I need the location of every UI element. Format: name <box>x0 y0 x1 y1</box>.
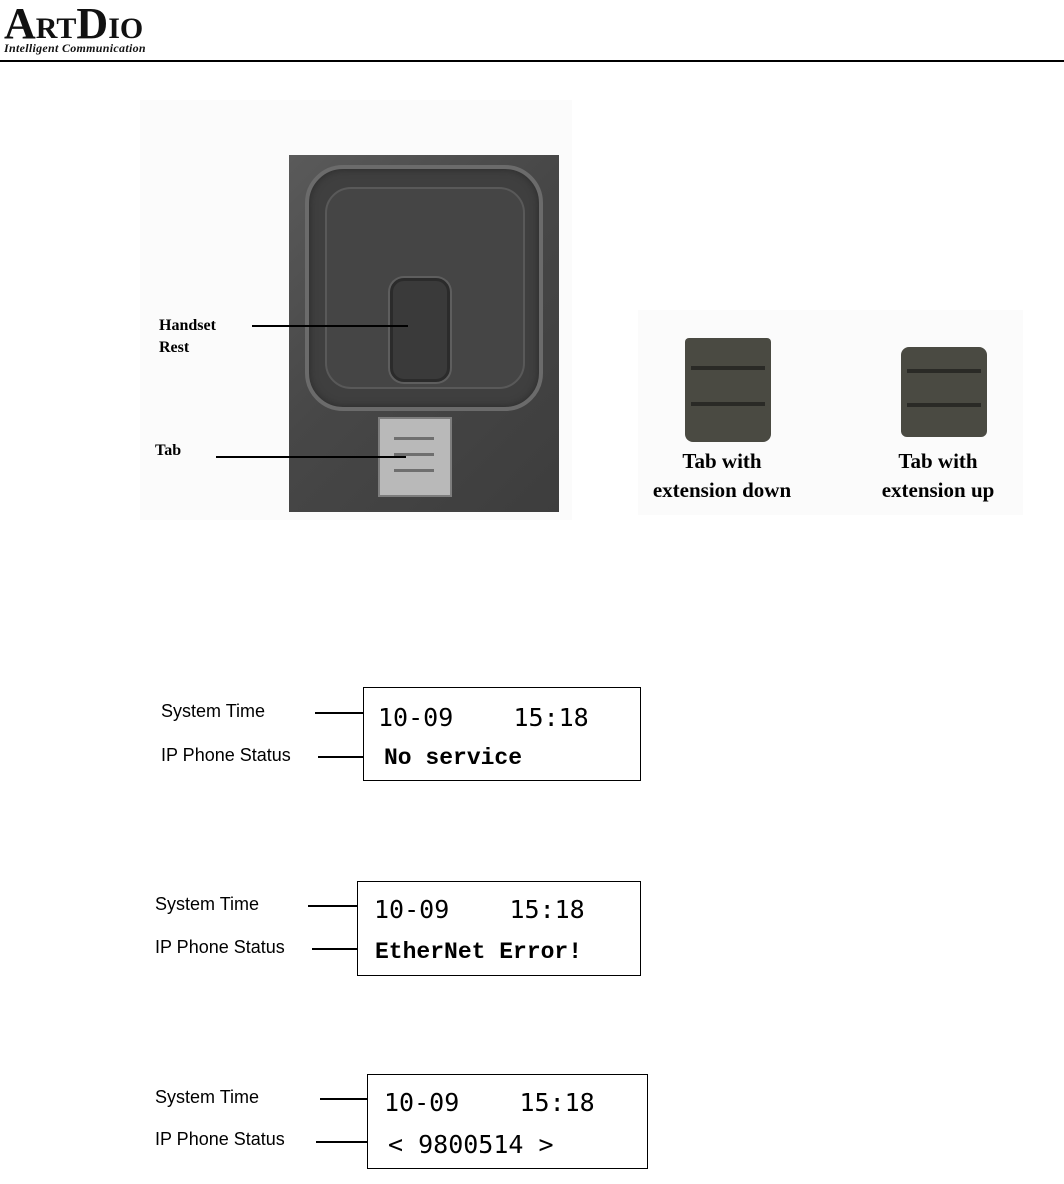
caption-line: Tab with <box>682 449 762 473</box>
handset-rest-photo <box>289 155 559 512</box>
caption-line: Tab with <box>898 449 978 473</box>
tab-extension-down-photo <box>685 338 771 442</box>
tab-stripe <box>907 403 981 407</box>
tab-extension-down-caption <box>622 447 822 505</box>
lcd-display-ethernet-error <box>357 881 641 976</box>
lcd-display-no-service <box>363 687 641 781</box>
handset-rest-label <box>159 315 216 359</box>
lcd-time-readout: 10-09 15:18 <box>378 703 589 732</box>
tab-leader-line <box>216 456 406 458</box>
lcd-time-readout: 10-09 15:18 <box>374 895 585 924</box>
lcd-status-readout: EtherNet Error! <box>375 939 583 965</box>
ip-phone-status-label: IP Phone Status <box>161 745 291 765</box>
artdio-logo <box>4 2 143 46</box>
handset-rest-label-line2: Rest <box>159 339 190 356</box>
logo-letters-io: IO <box>108 12 144 45</box>
handset-rest-label-line1: Handset <box>159 317 216 334</box>
handset-rest-leader-line <box>252 325 408 327</box>
tab-label: Tab <box>155 442 182 459</box>
ip-phone-status-label: IP Phone Status <box>155 1129 285 1149</box>
tab-extension-up-photo <box>901 347 987 437</box>
logo-letter-a: A <box>4 0 36 48</box>
tab-stripe <box>691 366 765 370</box>
lcd-time-readout: 10-09 15:18 <box>384 1088 595 1117</box>
logo-letter-d: D <box>76 0 109 48</box>
header-rule <box>0 60 1064 62</box>
tab-stripe <box>691 402 765 406</box>
ip-phone-status-label: IP Phone Status <box>155 937 285 957</box>
tab-ridge <box>394 469 434 472</box>
system-time-label: System Time <box>155 1087 260 1107</box>
tab-stripe <box>907 369 981 373</box>
system-time-label: System Time <box>155 894 260 914</box>
caption-line: extension up <box>881 478 995 502</box>
lcd-status-readout: No service <box>384 745 523 771</box>
logo-letters-rt: RT <box>35 12 77 45</box>
logo-tagline: Intelligent Communication <box>4 41 146 55</box>
tab-extension-up-caption <box>838 447 1038 505</box>
system-time-label: System Time <box>161 701 266 721</box>
tab-ridge <box>394 437 434 440</box>
caption-line: extension down <box>652 478 792 502</box>
lcd-display-extension-number <box>367 1074 648 1169</box>
lcd-status-readout: < 9800514 > <box>388 1130 554 1159</box>
hook-switch-button <box>390 278 450 382</box>
